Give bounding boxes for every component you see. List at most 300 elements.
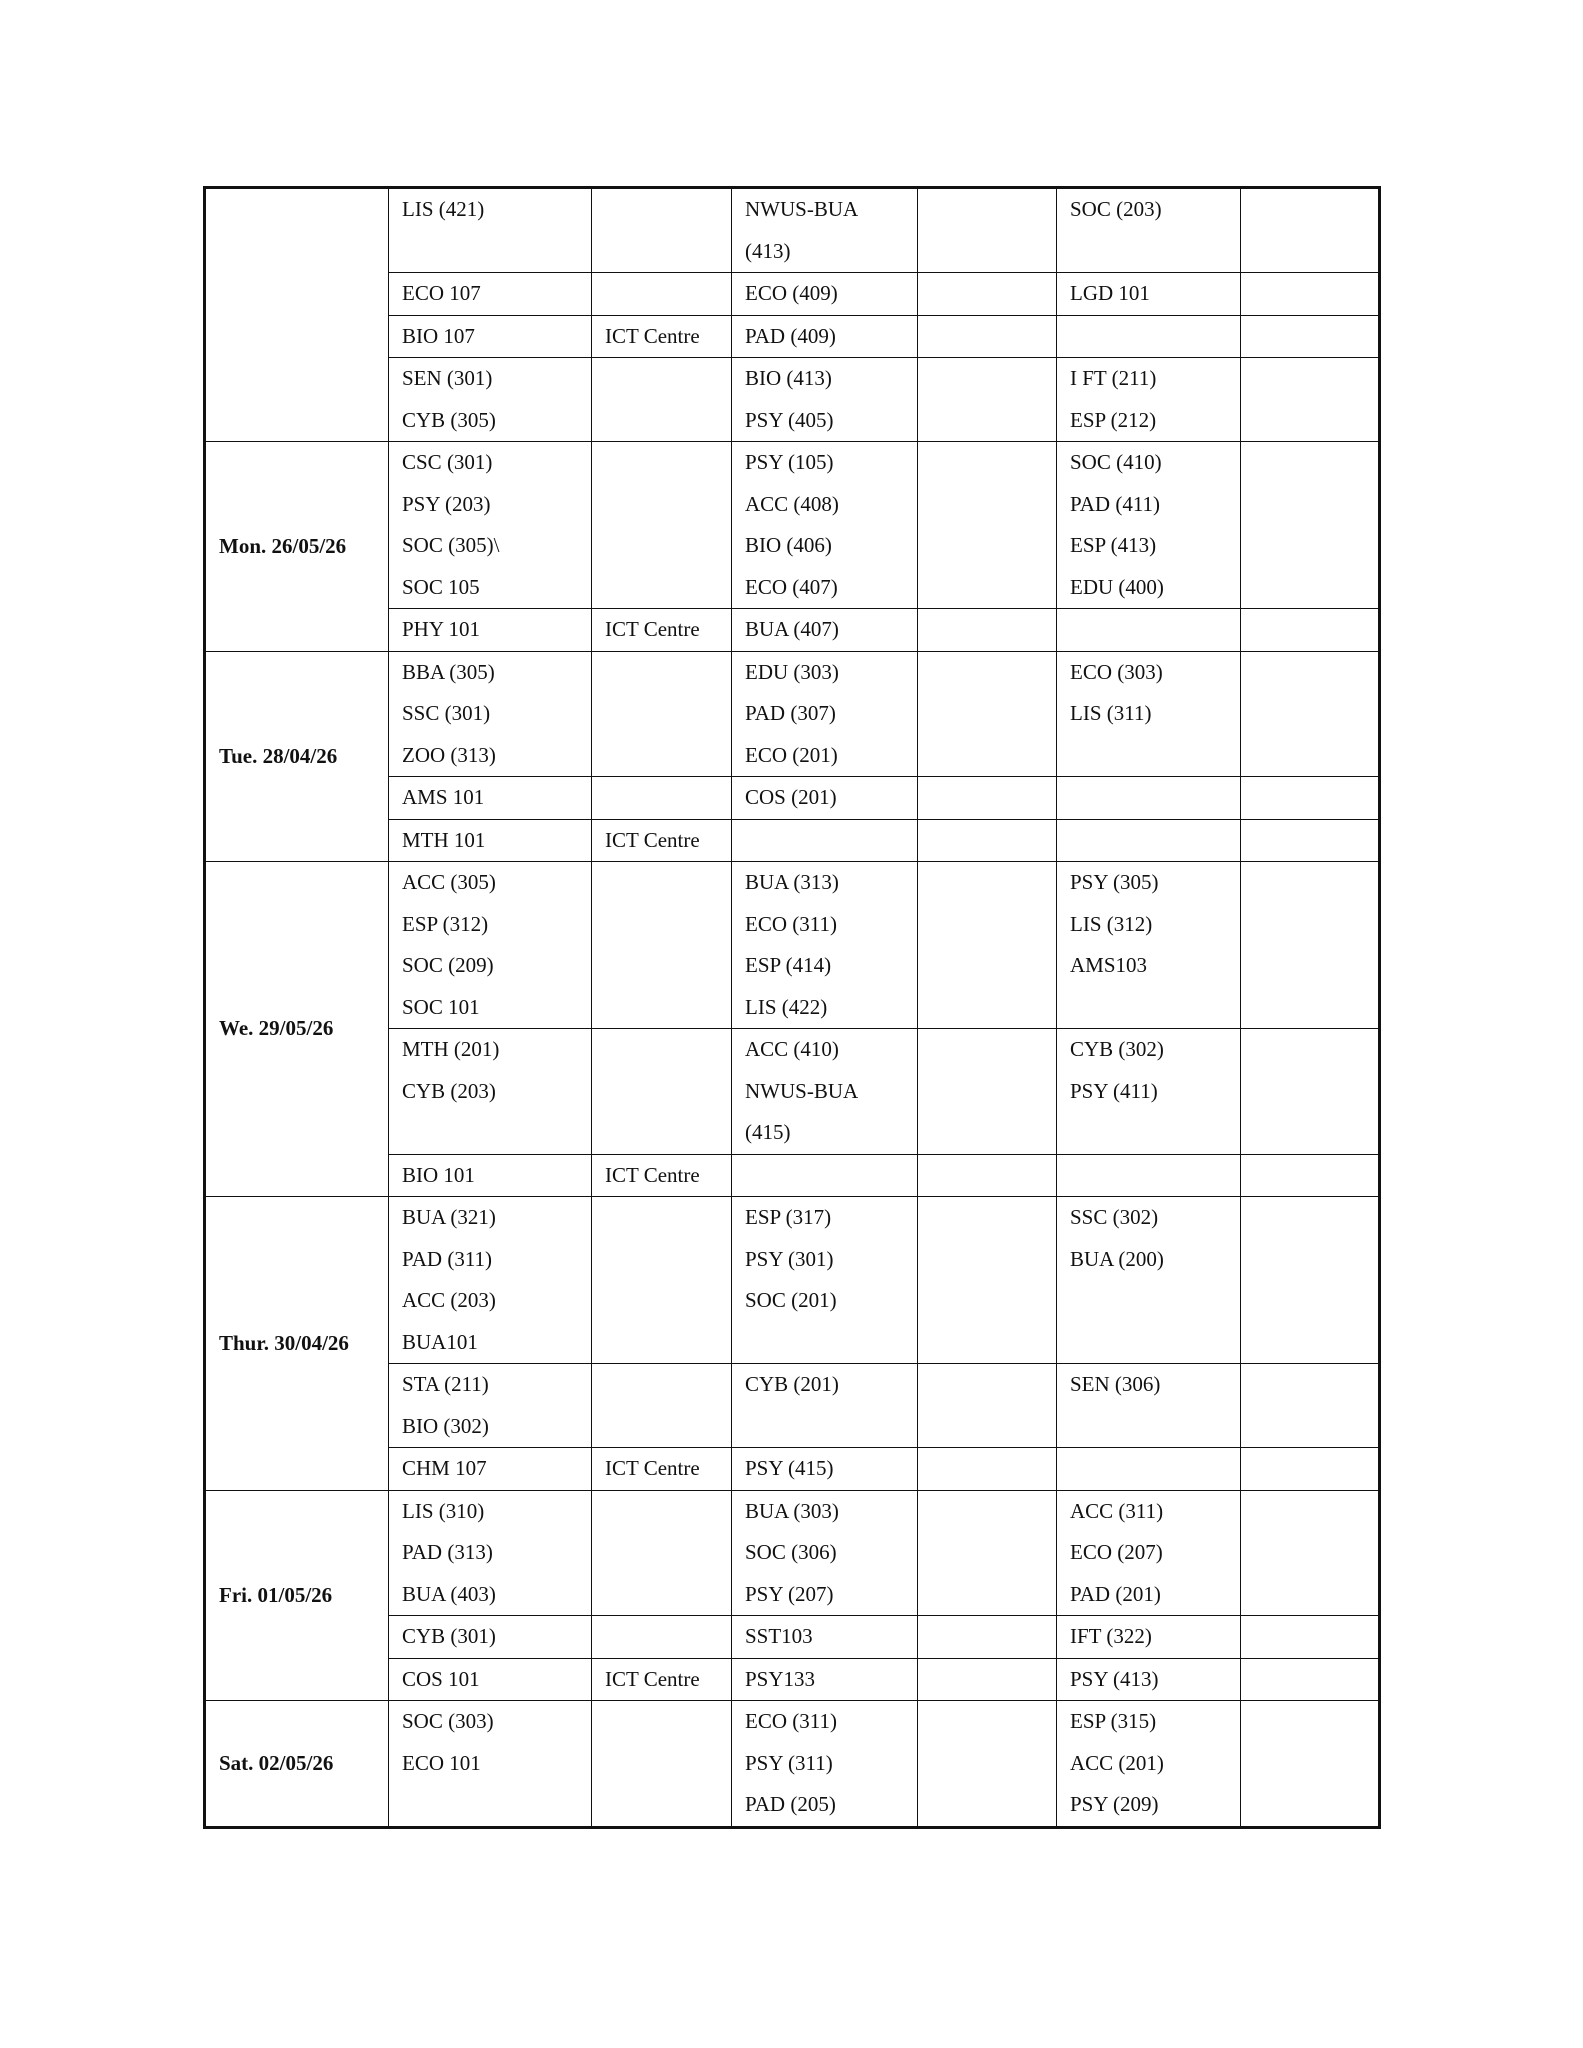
course-cell-second	[732, 188, 918, 273]
venue-cell-first	[592, 1197, 732, 1364]
course-code: ESP (312)	[402, 911, 489, 936]
course-code: PSY (413)	[1070, 1666, 1159, 1691]
venue-text	[931, 862, 1056, 904]
venue-text	[1254, 609, 1378, 651]
course-code: ECO (311)	[745, 1709, 837, 1733]
course-code: ESP (413)	[1070, 533, 1157, 557]
course-code: PAD (409)	[745, 323, 836, 348]
course-code: ECO (407)	[745, 574, 838, 599]
day-cell: Thur. 30/04/26	[205, 1197, 389, 1491]
course-code: BIO (406)	[745, 533, 832, 557]
venue-cell-second	[918, 1490, 1057, 1616]
course-code: LIS (421)	[402, 197, 485, 221]
course-code	[1070, 231, 1240, 273]
course-code: SOC 101	[402, 994, 480, 1019]
venue-text	[931, 189, 1056, 231]
course-code: I FT (211)	[1070, 366, 1157, 390]
venue-text: ICT Centre	[605, 1456, 700, 1480]
course-cell-first	[389, 1616, 592, 1659]
course-code: STA (211)	[402, 1372, 489, 1396]
course-code: ESP (414)	[745, 953, 832, 977]
venue-cell-third	[1241, 1448, 1380, 1491]
venue-cell-second	[918, 1154, 1057, 1197]
venue-text	[605, 1197, 731, 1239]
venue-cell-second	[918, 358, 1057, 442]
venue-cell-second	[918, 273, 1057, 316]
venue-text	[1254, 442, 1378, 484]
course-code: CYB (305)	[402, 407, 496, 432]
venue-text	[1254, 652, 1378, 694]
course-cell-third	[1057, 358, 1241, 442]
venue-text	[931, 1491, 1056, 1533]
venue-cell-first	[592, 1658, 732, 1701]
course-cell-third	[1057, 777, 1241, 820]
venue-cell-first	[592, 651, 732, 777]
venue-cell-third	[1241, 188, 1380, 273]
course-code: SEN (301)	[402, 366, 493, 390]
venue-text	[605, 1701, 731, 1743]
course-code: BUA (303)	[745, 1498, 839, 1523]
venue-cell-first	[592, 1616, 732, 1659]
course-code: PSY (411)	[1070, 1078, 1158, 1103]
course-code: PAD (307)	[745, 701, 836, 725]
table-row	[205, 442, 1380, 609]
venue-text: ICT Centre	[605, 1666, 700, 1691]
course-code: SSC (301)	[402, 701, 491, 725]
course-code: SOC 105	[402, 574, 480, 599]
course-code: PSY (405)	[745, 407, 834, 432]
table-row	[205, 651, 1380, 777]
course-cell-third	[1057, 609, 1241, 652]
venue-text	[1254, 1197, 1378, 1239]
course-code: LIS (312)	[1070, 911, 1153, 936]
course-code: SOC (201)	[745, 1288, 837, 1312]
course-code: ESP (212)	[1070, 407, 1157, 432]
day-cell: We. 29/05/26	[205, 862, 389, 1197]
course-code: EDU (303)	[745, 659, 839, 684]
course-cell-third	[1057, 1448, 1241, 1491]
course-code	[1070, 316, 1240, 358]
course-code	[1070, 735, 1240, 777]
venue-text	[931, 358, 1056, 400]
course-cell-third	[1057, 819, 1241, 862]
venue-text	[931, 273, 1056, 315]
course-code: PSY (209)	[1070, 1792, 1159, 1816]
course-code: ACC (408)	[745, 491, 839, 516]
venue-text	[931, 609, 1056, 651]
course-code: ACC (201)	[1070, 1750, 1164, 1775]
venue-text	[1254, 316, 1378, 358]
course-cell-second	[732, 315, 918, 358]
venue-text	[931, 1616, 1056, 1658]
course-code: COS 101	[402, 1666, 480, 1691]
course-code: PSY (415)	[745, 1456, 834, 1480]
course-cell-second	[732, 1197, 918, 1364]
venue-text	[605, 1364, 731, 1406]
venue-text	[1254, 189, 1378, 231]
course-code: PSY (311)	[745, 1750, 833, 1775]
course-code	[1070, 1406, 1240, 1448]
course-cell-third	[1057, 1154, 1241, 1197]
venue-cell-second	[918, 819, 1057, 862]
course-cell-second	[732, 1364, 918, 1448]
venue-text	[931, 777, 1056, 819]
venue-cell-first	[592, 358, 732, 442]
venue-cell-third	[1241, 1029, 1380, 1155]
course-cell-second	[732, 777, 918, 820]
venue-cell-third	[1241, 273, 1380, 316]
course-cell-second	[732, 1154, 918, 1197]
course-code: LIS (422)	[745, 994, 828, 1019]
venue-text	[931, 1448, 1056, 1490]
course-code: PSY (203)	[402, 491, 491, 516]
course-cell-first	[389, 1154, 592, 1197]
course-cell-third	[1057, 1197, 1241, 1364]
course-code	[1070, 777, 1240, 819]
venue-text	[1254, 1155, 1378, 1197]
venue-text	[1254, 777, 1378, 819]
course-code: (413)	[745, 238, 791, 263]
course-code: PSY (301)	[745, 1246, 834, 1271]
course-code	[745, 1322, 917, 1364]
venue-text	[931, 316, 1056, 358]
venue-cell-second	[918, 1197, 1057, 1364]
course-code: BIO 107	[402, 323, 475, 348]
course-code: ECO (311)	[745, 911, 837, 936]
course-cell-second	[732, 1490, 918, 1616]
course-code: BBA (305)	[402, 659, 495, 684]
day-cell: Mon. 26/05/26	[205, 442, 389, 652]
venue-text	[1254, 273, 1378, 315]
course-code: BUA (200)	[1070, 1246, 1164, 1271]
course-cell-third	[1057, 862, 1241, 1029]
course-code: ACC (203)	[402, 1288, 496, 1312]
course-cell-second	[732, 1029, 918, 1155]
venue-cell-third	[1241, 1616, 1380, 1659]
course-cell-first	[389, 1029, 592, 1155]
course-code: BUA (407)	[745, 617, 839, 641]
venue-cell-first	[592, 1490, 732, 1616]
venue-cell-third	[1241, 1197, 1380, 1364]
venue-cell-third	[1241, 609, 1380, 652]
venue-text	[931, 1029, 1056, 1071]
course-cell-third	[1057, 651, 1241, 777]
venue-text: ICT Centre	[605, 323, 700, 348]
venue-cell-first	[592, 609, 732, 652]
venue-text	[605, 1029, 731, 1071]
course-code: MTH (201)	[402, 1037, 500, 1061]
course-code: SEN (306)	[1070, 1372, 1161, 1396]
course-code: ECO (409)	[745, 281, 838, 305]
venue-text	[931, 1364, 1056, 1406]
venue-text	[605, 358, 731, 400]
course-cell-second	[732, 651, 918, 777]
course-code: PSY (207)	[745, 1581, 834, 1606]
course-code: SOC (410)	[1070, 450, 1162, 474]
venue-text	[931, 1659, 1056, 1701]
course-cell-third	[1057, 1658, 1241, 1701]
exam-timetable	[203, 186, 1381, 1829]
course-code	[402, 1112, 591, 1154]
course-cell-second	[732, 1616, 918, 1659]
course-cell-first	[389, 819, 592, 862]
venue-text	[1254, 1448, 1378, 1490]
venue-cell-first	[592, 862, 732, 1029]
venue-cell-second	[918, 651, 1057, 777]
course-code: LIS (310)	[402, 1498, 485, 1523]
course-code: EDU (400)	[1070, 574, 1164, 599]
course-cell-first	[389, 273, 592, 316]
venue-text	[931, 1197, 1056, 1239]
course-code: BIO (302)	[402, 1413, 489, 1438]
course-cell-first	[389, 862, 592, 1029]
venue-text	[931, 820, 1056, 862]
course-code: NWUS-BUA	[745, 1078, 859, 1103]
course-cell-second	[732, 1658, 918, 1701]
course-code	[745, 820, 917, 862]
venue-cell-first	[592, 1364, 732, 1448]
venue-text	[605, 652, 731, 694]
course-code	[1070, 609, 1240, 651]
course-cell-third	[1057, 1701, 1241, 1828]
course-code: BIO (413)	[745, 366, 832, 390]
course-code: SOC (203)	[1070, 197, 1162, 221]
venue-cell-second	[918, 862, 1057, 1029]
course-cell-second	[732, 1701, 918, 1828]
venue-cell-first	[592, 819, 732, 862]
venue-text: ICT Centre	[605, 1162, 700, 1187]
course-code: ECO (303)	[1070, 659, 1163, 684]
course-cell-third	[1057, 1616, 1241, 1659]
timetable-body	[205, 188, 1380, 1828]
venue-cell-second	[918, 1616, 1057, 1659]
venue-text	[1254, 1701, 1378, 1743]
course-code: SOC (306)	[745, 1540, 837, 1564]
course-code: BIO 101	[402, 1162, 475, 1187]
venue-text	[605, 442, 731, 484]
course-code: BUA (403)	[402, 1581, 496, 1606]
course-cell-first	[389, 315, 592, 358]
course-code: ECO 101	[402, 1750, 481, 1775]
course-code: CSC (301)	[402, 450, 493, 474]
course-cell-first	[389, 1448, 592, 1491]
course-code: BUA (321)	[402, 1205, 496, 1229]
course-code: SOC (305)\	[402, 533, 500, 557]
venue-text	[1254, 1364, 1378, 1406]
day-cell: Sat. 02/05/26	[205, 1701, 389, 1828]
venue-cell-second	[918, 442, 1057, 609]
venue-cell-third	[1241, 358, 1380, 442]
venue-text	[1254, 862, 1378, 904]
course-code	[402, 1784, 591, 1826]
day-cell: Tue. 28/04/26	[205, 651, 389, 862]
course-code	[1070, 1155, 1240, 1197]
course-code: SOC (209)	[402, 953, 494, 977]
venue-cell-first	[592, 1029, 732, 1155]
table-row	[205, 1701, 1380, 1828]
course-code: ACC (305)	[402, 870, 496, 894]
course-code: PHY 101	[402, 617, 480, 641]
course-code: COS (201)	[745, 785, 837, 809]
venue-cell-first	[592, 1154, 732, 1197]
venue-cell-second	[918, 1701, 1057, 1828]
course-code: PSY (105)	[745, 450, 834, 474]
venue-cell-third	[1241, 1154, 1380, 1197]
venue-cell-second	[918, 609, 1057, 652]
course-code	[745, 1406, 917, 1448]
course-code: SSC (302)	[1070, 1205, 1159, 1229]
course-code: BUA101	[402, 1329, 478, 1354]
course-code: ACC (410)	[745, 1037, 839, 1061]
course-code: CYB (203)	[402, 1078, 496, 1103]
course-cell-third	[1057, 273, 1241, 316]
venue-cell-first	[592, 442, 732, 609]
course-code: PSY133	[745, 1666, 816, 1691]
course-code: PAD (201)	[1070, 1581, 1161, 1606]
venue-cell-third	[1241, 1658, 1380, 1701]
venue-text	[1254, 358, 1378, 400]
course-cell-third	[1057, 315, 1241, 358]
course-cell-second	[732, 609, 918, 652]
venue-text	[1254, 1659, 1378, 1701]
course-code: (415)	[745, 1120, 791, 1144]
course-cell-third	[1057, 1490, 1241, 1616]
venue-cell-second	[918, 777, 1057, 820]
course-cell-first	[389, 651, 592, 777]
venue-cell-second	[918, 1364, 1057, 1448]
course-cell-third	[1057, 442, 1241, 609]
venue-cell-first	[592, 273, 732, 316]
course-code: SOC (303)	[402, 1709, 494, 1733]
course-code	[1070, 987, 1240, 1029]
venue-text: ICT Centre	[605, 617, 700, 641]
course-code: PSY (305)	[1070, 870, 1159, 894]
course-cell-first	[389, 358, 592, 442]
venue-cell-first	[592, 777, 732, 820]
course-code: ACC (311)	[1070, 1498, 1164, 1523]
course-code: PAD (311)	[402, 1246, 493, 1271]
course-code: ECO 107	[402, 281, 481, 305]
venue-cell-first	[592, 1701, 732, 1828]
course-code: LGD 101	[1070, 281, 1150, 305]
course-code: CYB (301)	[402, 1624, 496, 1648]
venue-text	[605, 1616, 731, 1658]
venue-text	[605, 189, 731, 231]
course-cell-second	[732, 1448, 918, 1491]
course-cell-first	[389, 1701, 592, 1828]
course-code: BUA (313)	[745, 870, 839, 894]
venue-text	[931, 652, 1056, 694]
course-cell-third	[1057, 1364, 1241, 1448]
course-code: CHM 107	[402, 1456, 487, 1480]
course-code	[1070, 1280, 1240, 1322]
course-cell-second	[732, 819, 918, 862]
course-code	[1070, 1322, 1240, 1364]
course-code: AMS 101	[402, 785, 485, 809]
venue-cell-third	[1241, 777, 1380, 820]
venue-cell-second	[918, 315, 1057, 358]
course-code: PAD (313)	[402, 1540, 493, 1564]
venue-cell-third	[1241, 315, 1380, 358]
venue-cell-third	[1241, 1490, 1380, 1616]
venue-text	[605, 1491, 731, 1533]
course-code	[1070, 820, 1240, 862]
course-code	[402, 231, 591, 273]
course-cell-first	[389, 442, 592, 609]
venue-cell-first	[592, 1448, 732, 1491]
course-code: IFT (322)	[1070, 1624, 1152, 1648]
venue-text	[1254, 1029, 1378, 1071]
course-cell-second	[732, 862, 918, 1029]
venue-text	[931, 442, 1056, 484]
venue-cell-second	[918, 188, 1057, 273]
venue-cell-third	[1241, 442, 1380, 609]
venue-text	[931, 1155, 1056, 1197]
venue-text: ICT Centre	[605, 827, 700, 852]
venue-text	[931, 1701, 1056, 1743]
venue-text	[1254, 820, 1378, 862]
venue-cell-first	[592, 315, 732, 358]
venue-cell-third	[1241, 651, 1380, 777]
course-code: PAD (205)	[745, 1792, 836, 1816]
day-cell: Fri. 01/05/26	[205, 1490, 389, 1701]
course-code: PAD (411)	[1070, 491, 1161, 516]
course-cell-first	[389, 188, 592, 273]
course-code: ECO (207)	[1070, 1540, 1163, 1564]
course-code: SST103	[745, 1624, 813, 1648]
course-cell-second	[732, 358, 918, 442]
course-cell-first	[389, 609, 592, 652]
venue-text	[1254, 1491, 1378, 1533]
course-cell-first	[389, 1197, 592, 1364]
course-code	[1070, 1448, 1240, 1490]
course-cell-first	[389, 777, 592, 820]
course-code: NWUS-BUA	[745, 197, 859, 221]
venue-cell-first	[592, 188, 732, 273]
course-code: ESP (317)	[745, 1205, 832, 1229]
course-code: ESP (315)	[1070, 1709, 1157, 1733]
course-cell-first	[389, 1658, 592, 1701]
venue-cell-third	[1241, 1701, 1380, 1828]
course-cell-second	[732, 442, 918, 609]
course-code: AMS103	[1070, 953, 1148, 977]
table-row	[205, 188, 1380, 273]
venue-text	[605, 777, 731, 819]
venue-cell-second	[918, 1029, 1057, 1155]
venue-cell-second	[918, 1658, 1057, 1701]
course-code: CYB (302)	[1070, 1037, 1164, 1061]
course-code: ECO (201)	[745, 742, 838, 767]
course-code	[1070, 1112, 1240, 1154]
venue-cell-second	[918, 1448, 1057, 1491]
venue-text	[605, 273, 731, 315]
table-row	[205, 1490, 1380, 1616]
venue-text	[605, 862, 731, 904]
venue-cell-third	[1241, 1364, 1380, 1448]
course-cell-second	[732, 273, 918, 316]
table-row	[205, 862, 1380, 1029]
course-code: CYB (201)	[745, 1372, 839, 1396]
course-cell-third	[1057, 188, 1241, 273]
course-code: MTH 101	[402, 827, 486, 852]
venue-cell-third	[1241, 819, 1380, 862]
course-cell-third	[1057, 1029, 1241, 1155]
table-row	[205, 1197, 1380, 1364]
course-code	[745, 1155, 917, 1197]
venue-cell-third	[1241, 862, 1380, 1029]
course-cell-first	[389, 1364, 592, 1448]
course-code: ZOO (313)	[402, 742, 496, 767]
